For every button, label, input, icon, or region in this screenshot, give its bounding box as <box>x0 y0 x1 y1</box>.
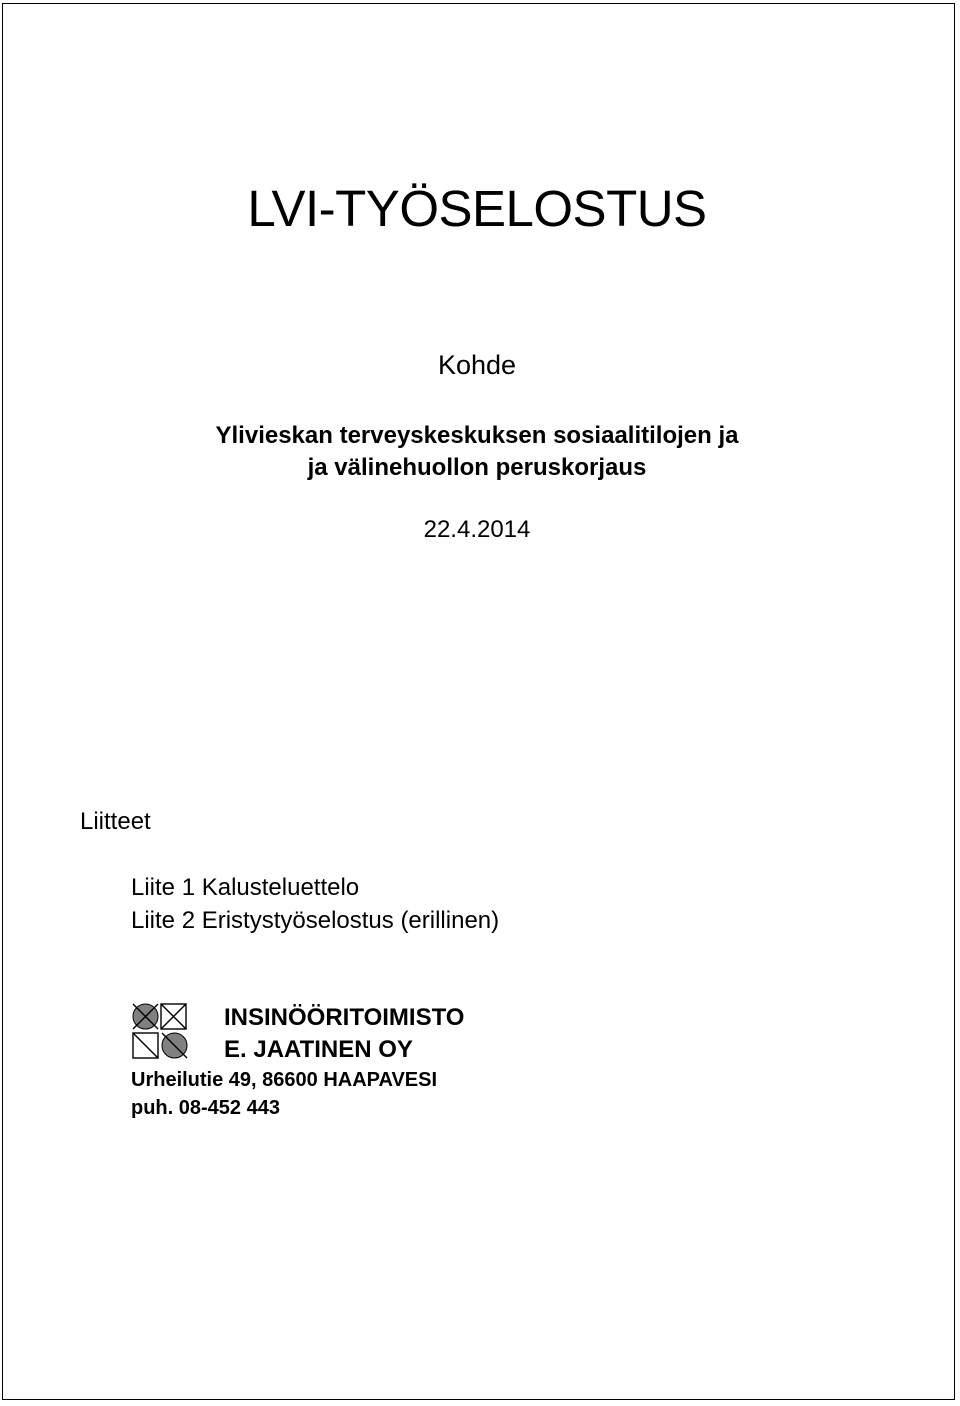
document-date: 22.4.2014 <box>423 516 531 543</box>
company-phone: puh. 08-452 443 <box>131 1097 280 1119</box>
company-name-line: E. JAATINEN OY <box>224 1036 413 1063</box>
subject-line: Ylivieskan terveyskeskuksen sosiaalitilojen ja <box>215 422 739 449</box>
document-title: LVI-TYÖSELOSTUS <box>247 180 707 237</box>
attachment-item: Liite 2 Eristystyöselostus (erillinen) <box>131 907 500 934</box>
circles-squares-logo-icon <box>131 1002 189 1060</box>
subject-line: ja välinehuollon peruskorjaus <box>307 454 647 481</box>
subject-heading: Kohde <box>437 350 517 380</box>
company-name <box>224 1002 464 1066</box>
company-contact <box>131 1066 437 1122</box>
company-name-line: INSINÖÖRITOIMISTO <box>224 1004 465 1031</box>
subject-description <box>0 420 954 484</box>
attachments-heading: Liitteet <box>80 808 151 835</box>
attachments-list <box>131 871 499 937</box>
attachment-item: Liite 1 Kalusteluettelo <box>131 874 360 901</box>
company-address: Urheilutie 49, 86600 HAAPAVESI <box>131 1069 438 1091</box>
